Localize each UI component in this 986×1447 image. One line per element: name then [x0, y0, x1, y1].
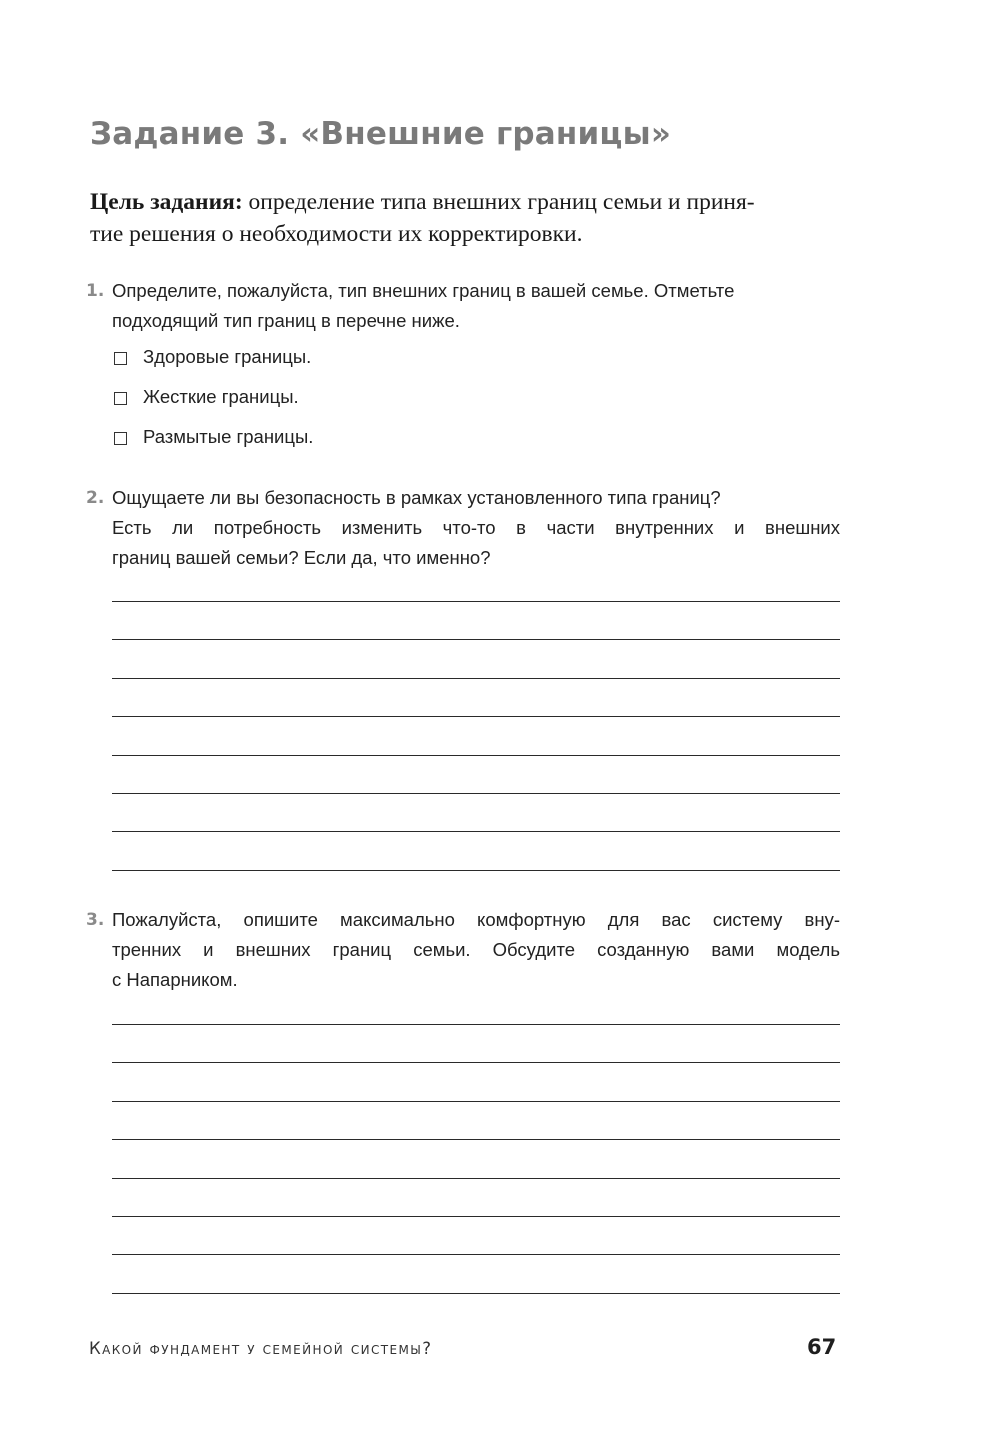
question-text-line: Есть ли потребность изменить что-то в части внутренних и внешних — [112, 517, 840, 538]
goal-label: Цель задания: — [90, 189, 243, 215]
option-label: Жесткие границы. — [143, 386, 299, 407]
question-text-line: Ощущаете ли вы безопасность в рамках установленного типа границ? — [112, 487, 721, 508]
checkbox[interactable] — [114, 392, 127, 405]
answer-line[interactable] — [112, 1139, 840, 1140]
checkbox[interactable] — [114, 352, 127, 365]
question-text-line: Определите, пожалуйста, тип внешних границ в вашей семье. Отметьте — [112, 280, 735, 301]
answer-line[interactable] — [112, 870, 840, 871]
page-title: Задание 3. «Внешние границы» — [90, 116, 672, 152]
answer-line[interactable] — [112, 1216, 840, 1217]
answer-line[interactable] — [112, 1178, 840, 1179]
question-number: 2. — [86, 488, 105, 508]
answer-line[interactable] — [112, 831, 840, 832]
question-2 — [86, 483, 840, 573]
answer-line[interactable] — [112, 1254, 840, 1255]
option-label: Здоровые границы. — [143, 346, 312, 367]
answer-line[interactable] — [112, 755, 840, 756]
question-3 — [86, 905, 840, 995]
answer-line[interactable] — [112, 678, 840, 679]
question-text-line: Пожалуйста, опишите максимально комфортную для вас систему вну- — [112, 909, 840, 930]
goal-text-1: определение типа внешних границ семьи и приня- — [242, 189, 755, 215]
question-number: 3. — [86, 910, 105, 930]
answer-line[interactable] — [112, 1101, 840, 1102]
option-label: Размытые границы. — [143, 426, 314, 447]
question-text-line: подходящий тип границ в перечне ниже. — [112, 310, 460, 331]
question-1 — [86, 276, 840, 336]
question-text-line: границ вашей семьи? Если да, что именно? — [112, 547, 491, 568]
question-text-line: с Напарником. — [112, 969, 238, 990]
question-text-line: тренних и внешних границ семьи. Обсудите созданную вами модель — [112, 939, 840, 960]
page-number: 67 — [807, 1335, 837, 1359]
answer-line[interactable] — [112, 1062, 840, 1063]
answer-line[interactable] — [112, 639, 840, 640]
task-goal — [90, 186, 840, 250]
checkbox[interactable] — [114, 432, 127, 445]
goal-line-1 — [90, 186, 840, 218]
answer-line[interactable] — [112, 601, 840, 602]
answer-line[interactable] — [112, 1024, 840, 1025]
question-number: 1. — [86, 281, 105, 301]
goal-line-2: тие решения о необходимости их корректировки. — [90, 221, 583, 247]
answer-line[interactable] — [112, 716, 840, 717]
answer-line[interactable] — [112, 793, 840, 794]
running-title: Какой фундамент у семейной системы? — [89, 1339, 433, 1358]
answer-line[interactable] — [112, 1293, 840, 1294]
